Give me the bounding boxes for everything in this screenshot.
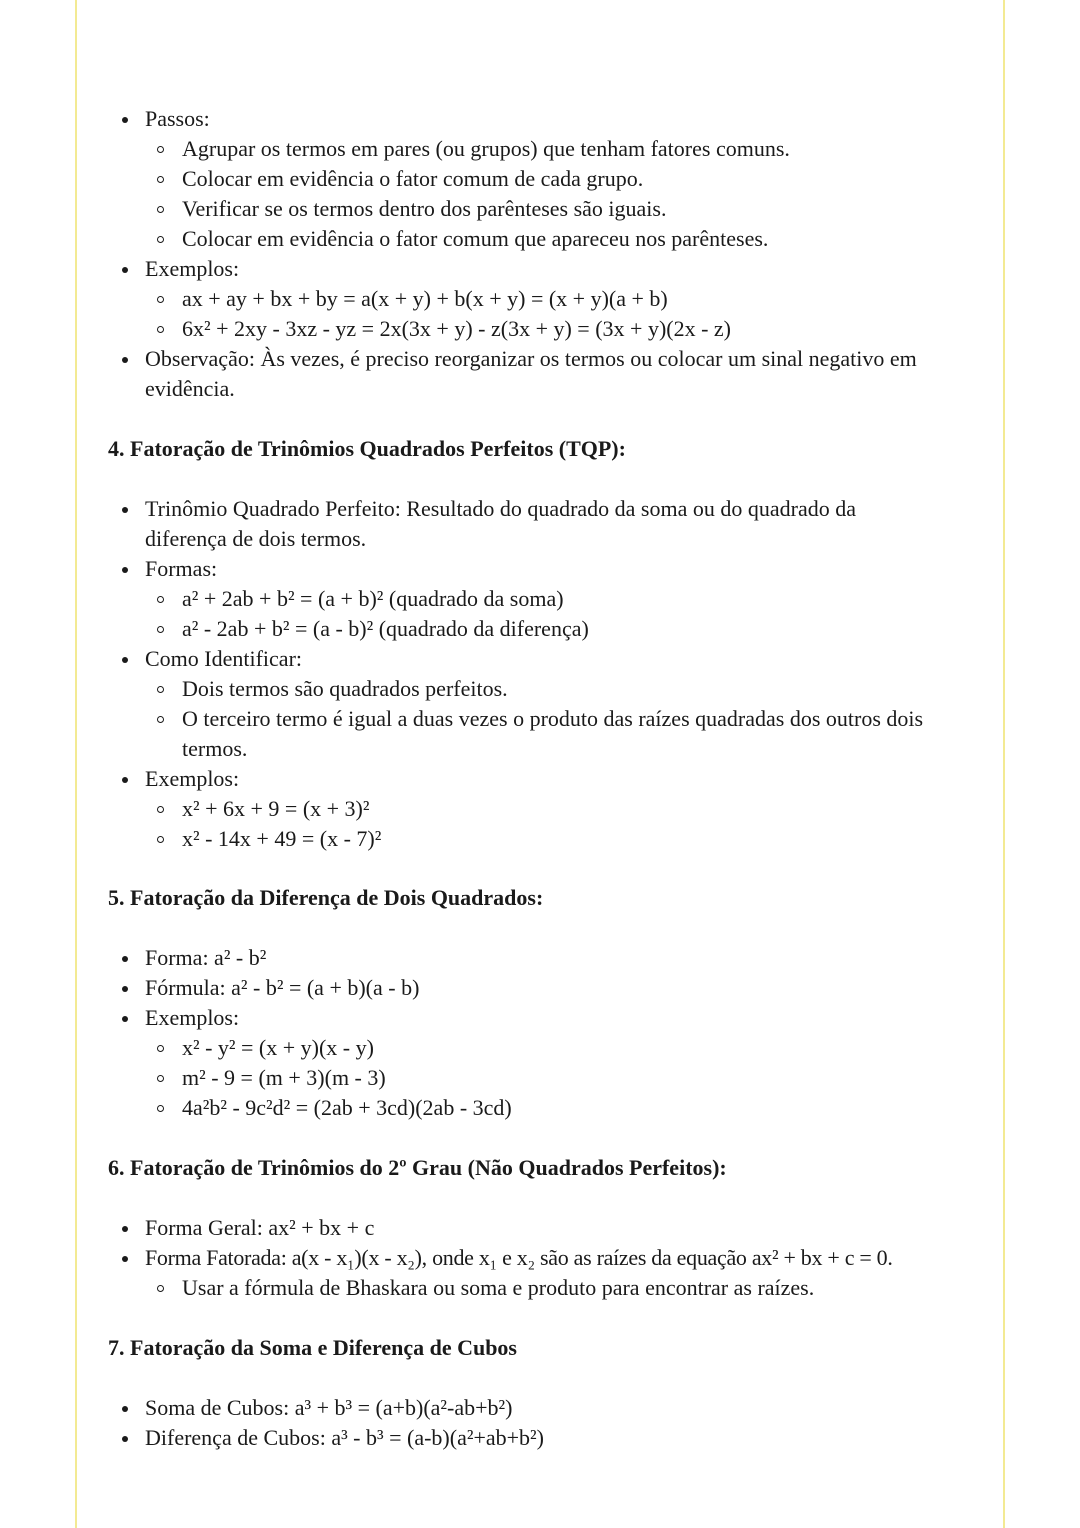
page-border-right: [1003, 0, 1005, 1528]
list-item-exemplos: [108, 1003, 968, 1123]
section-4: [108, 434, 968, 854]
list-item-label: Como Identificar:: [145, 646, 303, 671]
section-5: [108, 883, 968, 1123]
sublist-item: Verificar se os termos dentro dos parênteses são iguais.: [145, 194, 968, 224]
list-item-label: Passos:: [145, 106, 210, 131]
sublist-item: O terceiro termo é igual a duas vezes o produto das raízes quadradas dos outros dois termos.: [145, 704, 968, 764]
sublist-item: a² - 2ab + b² = (a - b)² (quadrado da diferença): [145, 614, 968, 644]
list-item-label: Exemplos:: [145, 256, 240, 281]
section-heading: 4. Fatoração de Trinômios Quadrados Perfeitos (TQP):: [108, 436, 626, 461]
section-7-list: [108, 1393, 968, 1453]
list-item-diferenca-cubos: Diferença de Cubos: a³ - b³ = (a-b)(a²+ab+b²): [108, 1423, 968, 1453]
list-item-label: Exemplos:: [145, 1005, 240, 1030]
list-item-label: Formas:: [145, 556, 218, 581]
sublist-item: x² - y² = (x + y)(x - y): [145, 1033, 968, 1063]
list-item-passos: [108, 104, 968, 254]
section-6-list: [108, 1213, 968, 1303]
section-3-continuation: [108, 104, 968, 404]
sublist-item: 6x² + 2xy - 3xz - yz = 2x(3x + y) - z(3x + y) = (3x + y)(2x - z): [145, 314, 968, 344]
list-item-definicao: Trinômio Quadrado Perfeito: Resultado do quadrado da soma ou do quadrado da diferença de dois termos.: [108, 494, 968, 554]
list-item-exemplos: [108, 764, 968, 854]
section-5-list: [108, 943, 968, 1123]
exemplos-sublist: [145, 1033, 968, 1123]
sublist-item: a² + 2ab + b² = (a + b)² (quadrado da soma): [145, 584, 968, 614]
list-item-exemplos: [108, 254, 968, 344]
exemplos-sublist: [145, 284, 968, 344]
section-3-list: [108, 104, 968, 404]
sublist-item: ax + ay + bx + by = a(x + y) + b(x + y) = (x + y)(a + b): [145, 284, 968, 314]
section-heading: 5. Fatoração da Diferença de Dois Quadrados:: [108, 885, 544, 910]
list-item-forma-fatorada: [108, 1243, 968, 1303]
section-4-list: [108, 494, 968, 854]
sublist-item: Dois termos são quadrados perfeitos.: [145, 674, 968, 704]
passos-sublist: [145, 134, 968, 254]
sublist-item: x² - 14x + 49 = (x - 7)²: [145, 824, 968, 854]
forma-fatorada-sublist: [145, 1273, 968, 1303]
sublist-item: x² + 6x + 9 = (x + 3)²: [145, 794, 968, 824]
sublist-item: Usar a fórmula de Bhaskara ou soma e produto para encontrar as raízes.: [145, 1273, 968, 1303]
list-item-soma-cubos: Soma de Cubos: a³ + b³ = (a+b)(a²-ab+b²): [108, 1393, 968, 1423]
list-item-formas: [108, 554, 968, 644]
page-border-left: [75, 0, 77, 1528]
list-item-forma: Forma: a² - b²: [108, 943, 968, 973]
list-item-observacao: Observação: Às vezes, é preciso reorganizar os termos ou colocar um sinal negativo em evidência.: [108, 344, 968, 404]
list-item-identificar: [108, 644, 968, 764]
list-item-label: Forma Fatorada: a(x - x₁)(x - x₂), onde x₁ e x₂ são as raízes da equação ax² + bx + c = 0.: [145, 1245, 893, 1270]
section-7: [108, 1333, 968, 1453]
list-item-label: Exemplos:: [145, 766, 240, 791]
sublist-item: Colocar em evidência o fator comum de cada grupo.: [145, 164, 968, 194]
section-heading: 6. Fatoração de Trinômios do 2º Grau (Não Quadrados Perfeitos):: [108, 1155, 727, 1180]
sublist-item: 4a²b² - 9c²d² = (2ab + 3cd)(2ab - 3cd): [145, 1093, 968, 1123]
formas-sublist: [145, 584, 968, 644]
identificar-sublist: [145, 674, 968, 764]
sublist-item: Agrupar os termos em pares (ou grupos) que tenham fatores comuns.: [145, 134, 968, 164]
list-item-forma-geral: Forma Geral: ax² + bx + c: [108, 1213, 968, 1243]
list-item-formula: Fórmula: a² - b² = (a + b)(a - b): [108, 973, 968, 1003]
section-6: [108, 1153, 968, 1303]
sublist-item: Colocar em evidência o fator comum que apareceu nos parênteses.: [145, 224, 968, 254]
exemplos-sublist: [145, 794, 968, 854]
section-heading: 7. Fatoração da Soma e Diferença de Cubos: [108, 1335, 517, 1360]
sublist-item: m² - 9 = (m + 3)(m - 3): [145, 1063, 968, 1093]
